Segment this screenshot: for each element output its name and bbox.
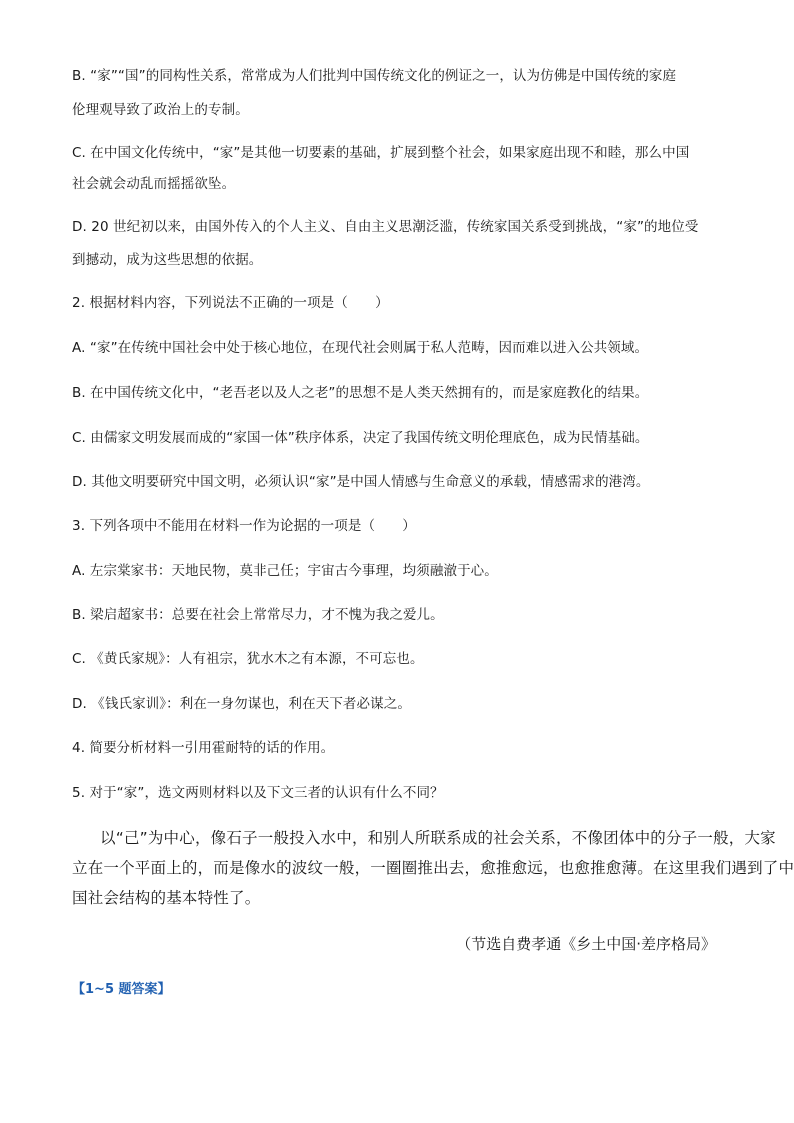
question-4: 4. 简要分析材料一引用霍耐特的话的作用。 — [72, 740, 335, 756]
question-2-option-d: D. 其他文明要研究中国文明，必须认识“家”是中国人情感与生命意义的承载，情感需求的港湾。 — [72, 474, 650, 490]
option-d-line-2: 到撼动，成为这些思想的依据。 — [72, 252, 263, 268]
question-3-option-c: C. 《黄氏家规》：人有祖宗，犹水木之有本源，不可忘也。 — [72, 651, 424, 667]
question-2-option-b: B. 在中国传统文化中，“老吾老以及人之老”的思想不是人类天然拥有的，而是家庭教化的结果。 — [72, 385, 649, 401]
question-5: 5. 对于“家”，选文两则材料以及下文三者的认识有什么不同？ — [72, 785, 444, 801]
question-3-option-d: D. 《钱氏家训》：利在一身勿谋也，利在天下者必谋之。 — [72, 696, 411, 712]
passage-line-3: 国社会结构的基本特性了。 — [72, 889, 261, 907]
question-2-option-c: C. 由儒家文明发展而成的“家国一体”秩序体系，决定了我国传统文明伦理底色，成为民情基础。 — [72, 430, 649, 446]
option-b-line-1: B. “家”“国”的同构性关系，常常成为人们批判中国传统文化的例证之一，认为仿佛是中国传统的家庭 — [72, 68, 677, 84]
passage-line-1: 以“己”为中心，像石子一般投入水中，和别人所联系成的社会关系，不像团体中的分子一般，大家 — [100, 829, 776, 847]
passage-line-2: 立在一个平面上的，而是像水的波纹一般，一圈圈推出去，愈推愈远，也愈推愈薄。在这里我们遇到了中 — [72, 859, 794, 877]
question-3: 3. 下列各项中不能用在材料一作为论据的一项是（ ） — [72, 518, 416, 534]
option-c-line-2: 社会就会动乱而摇摇欲坠。 — [72, 176, 236, 192]
question-2: 2. 根据材料内容，下列说法不正确的一项是（ ） — [72, 295, 389, 311]
question-3-option-a: A. 左宗棠家书：天地民物，莫非己任；宇宙古今事理，均须融澈于心。 — [72, 563, 498, 579]
passage-source: （节选自费孝通《乡土中国·差序格局》 — [456, 935, 716, 953]
question-2-option-a: A. “家”在传统中国社会中处于核心地位，在现代社会则属于私人范畴，因而难以进入公共领域。 — [72, 340, 649, 356]
answer-section-tag: 【1~5 题答案】 — [72, 982, 171, 997]
option-b-line-2: 伦理观导致了政治上的专制。 — [72, 102, 249, 118]
option-d-line-1: D. 20 世纪初以来，由国外传入的个人主义、自由主义思潮泛滥，传统家国关系受到挑战，“家”的地位受 — [72, 219, 699, 235]
option-c-line-1: C. 在中国文化传统中，“家”是其他一切要素的基础，扩展到整个社会，如果家庭出现不和睦，那么中国 — [72, 145, 690, 161]
question-3-option-b: B. 梁启超家书：总要在社会上常常尽力，才不愧为我之爱儿。 — [72, 607, 444, 623]
